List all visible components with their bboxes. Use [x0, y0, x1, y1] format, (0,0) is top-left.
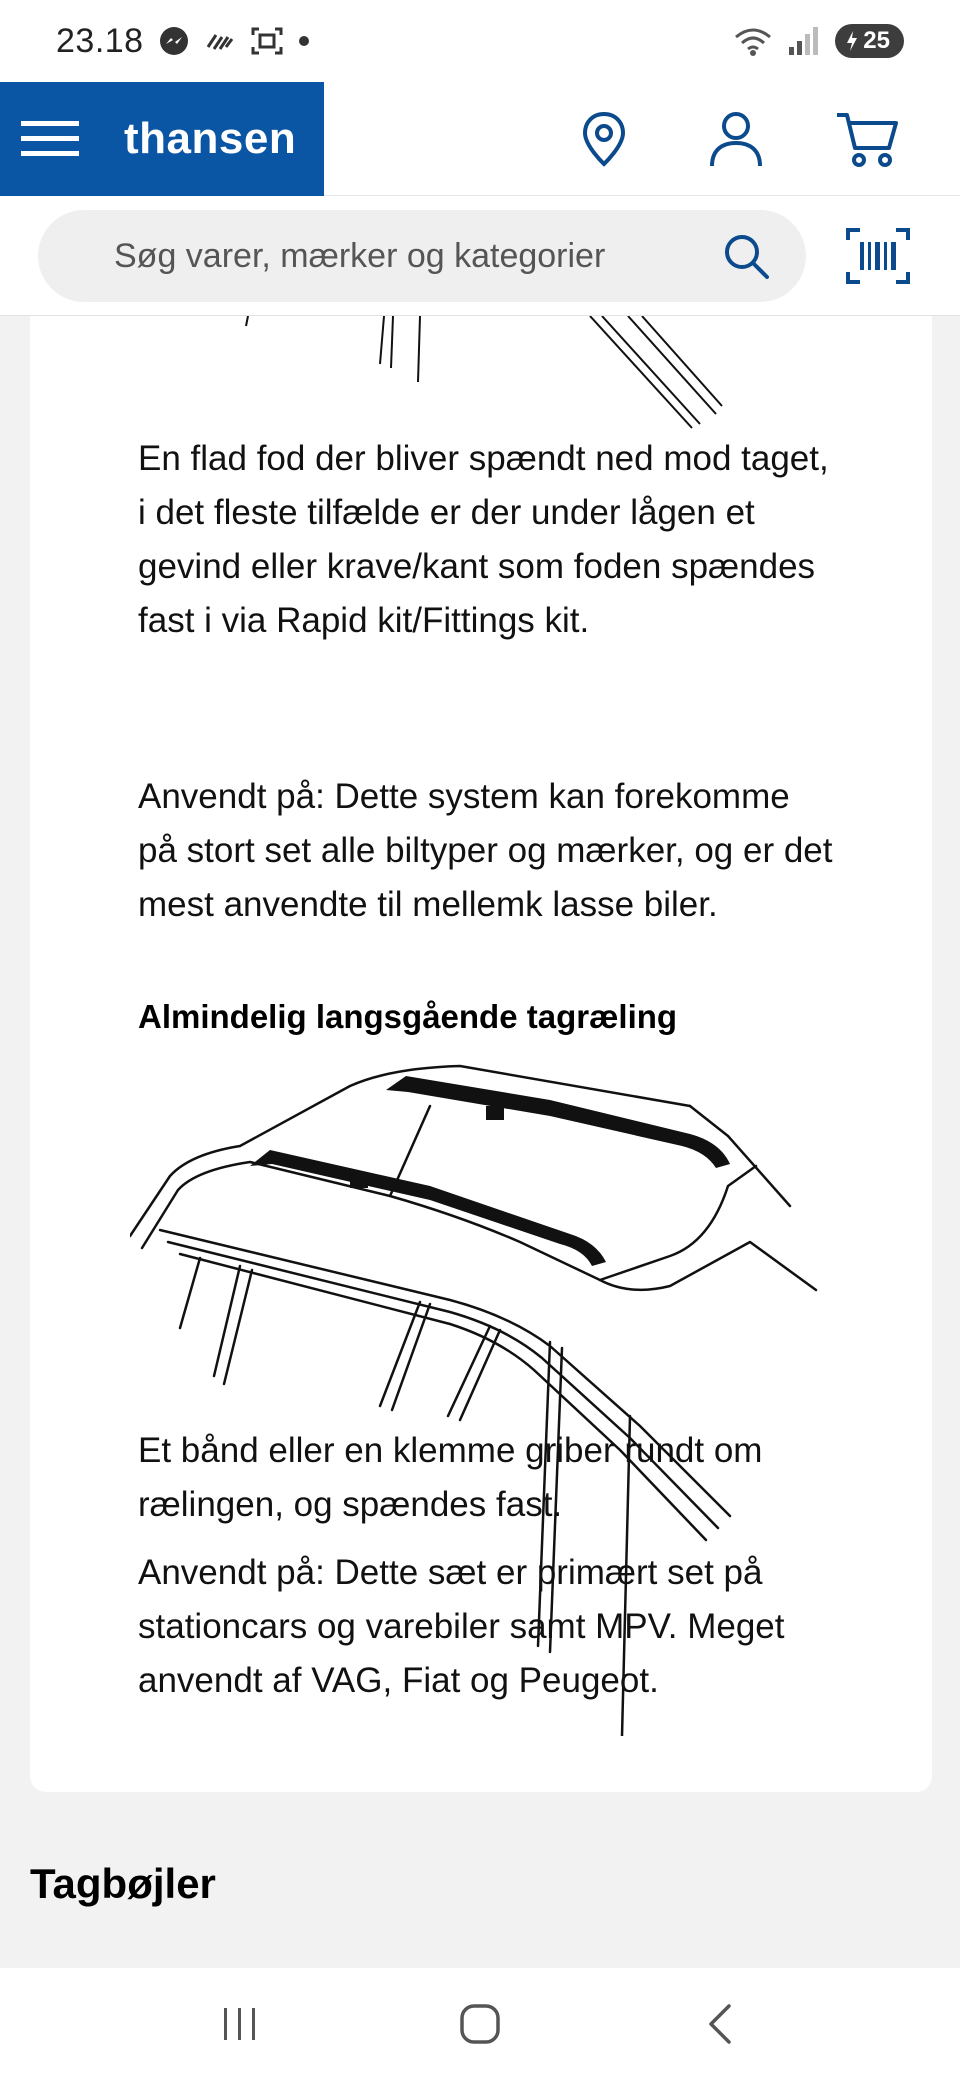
search-row — [0, 196, 960, 316]
content-card — [30, 316, 932, 1792]
battery-icon — [835, 24, 904, 58]
wifi-icon — [733, 25, 773, 57]
cart-button[interactable] — [832, 104, 902, 174]
rail-description-paragraph: Et bånd eller en klemme griber rundt om rælingen, og spændes fast. — [138, 1431, 763, 1524]
site-header — [0, 82, 960, 196]
user-icon — [708, 110, 764, 168]
back-button[interactable] — [675, 1979, 765, 2069]
menu-button[interactable] — [0, 82, 100, 196]
home-icon — [458, 2002, 502, 2046]
menu-icon — [21, 117, 79, 161]
recent-apps-button[interactable] — [195, 1979, 285, 2069]
section-title: Tagbøjler — [30, 1860, 216, 1907]
system-nav-bar — [0, 1968, 960, 2080]
usage-paragraph: Anvendt på: Dette system kan forekomme på stort set alle biltyper og mærker, og er det mest anvendte til mellemk lasse biler. — [138, 777, 833, 924]
roof-foot-illustration — [30, 316, 932, 436]
signal-icon — [787, 25, 821, 57]
brand-block — [0, 82, 324, 196]
messenger-icon — [158, 25, 190, 57]
location-button[interactable] — [569, 104, 639, 174]
search-box — [38, 210, 806, 302]
search-input[interactable] — [114, 237, 716, 276]
status-right — [733, 24, 904, 58]
location-pin-icon — [580, 111, 628, 167]
search-icon — [721, 231, 771, 281]
barcode-scanner-button[interactable] — [846, 226, 910, 286]
status-time: 23.18 — [56, 21, 144, 60]
search-button[interactable] — [716, 226, 776, 286]
account-button[interactable] — [701, 104, 771, 174]
cart-icon — [835, 110, 899, 168]
back-icon — [705, 2002, 735, 2046]
recent-apps-icon — [220, 2006, 260, 2042]
brand-logo[interactable]: thansen — [124, 114, 297, 163]
status-bar — [0, 0, 960, 82]
dot-icon — [298, 35, 310, 47]
rail-subheading: Almindelig langsgående tagræling — [138, 998, 678, 1035]
description-paragraph: En flad fod der bliver spændt ned mod taget, i det fleste tilfælde er der under lågen et gevind eller krave/kant som foden spændes fast i via Rapid kit/Fittings kit. — [138, 439, 829, 640]
home-button[interactable] — [435, 1979, 525, 2069]
rail-usage-paragraph: Anvendt på: Dette sæt er primært set på stationcars og varebiler samt MPV. Meget anvendt af VAG, Fiat og Peugeot. — [138, 1553, 785, 1700]
data-saver-icon — [204, 27, 236, 55]
battery-level: 25 — [863, 27, 890, 54]
barcode-scan-icon — [846, 226, 910, 286]
status-left — [56, 22, 310, 61]
screenshot-icon — [250, 25, 284, 57]
